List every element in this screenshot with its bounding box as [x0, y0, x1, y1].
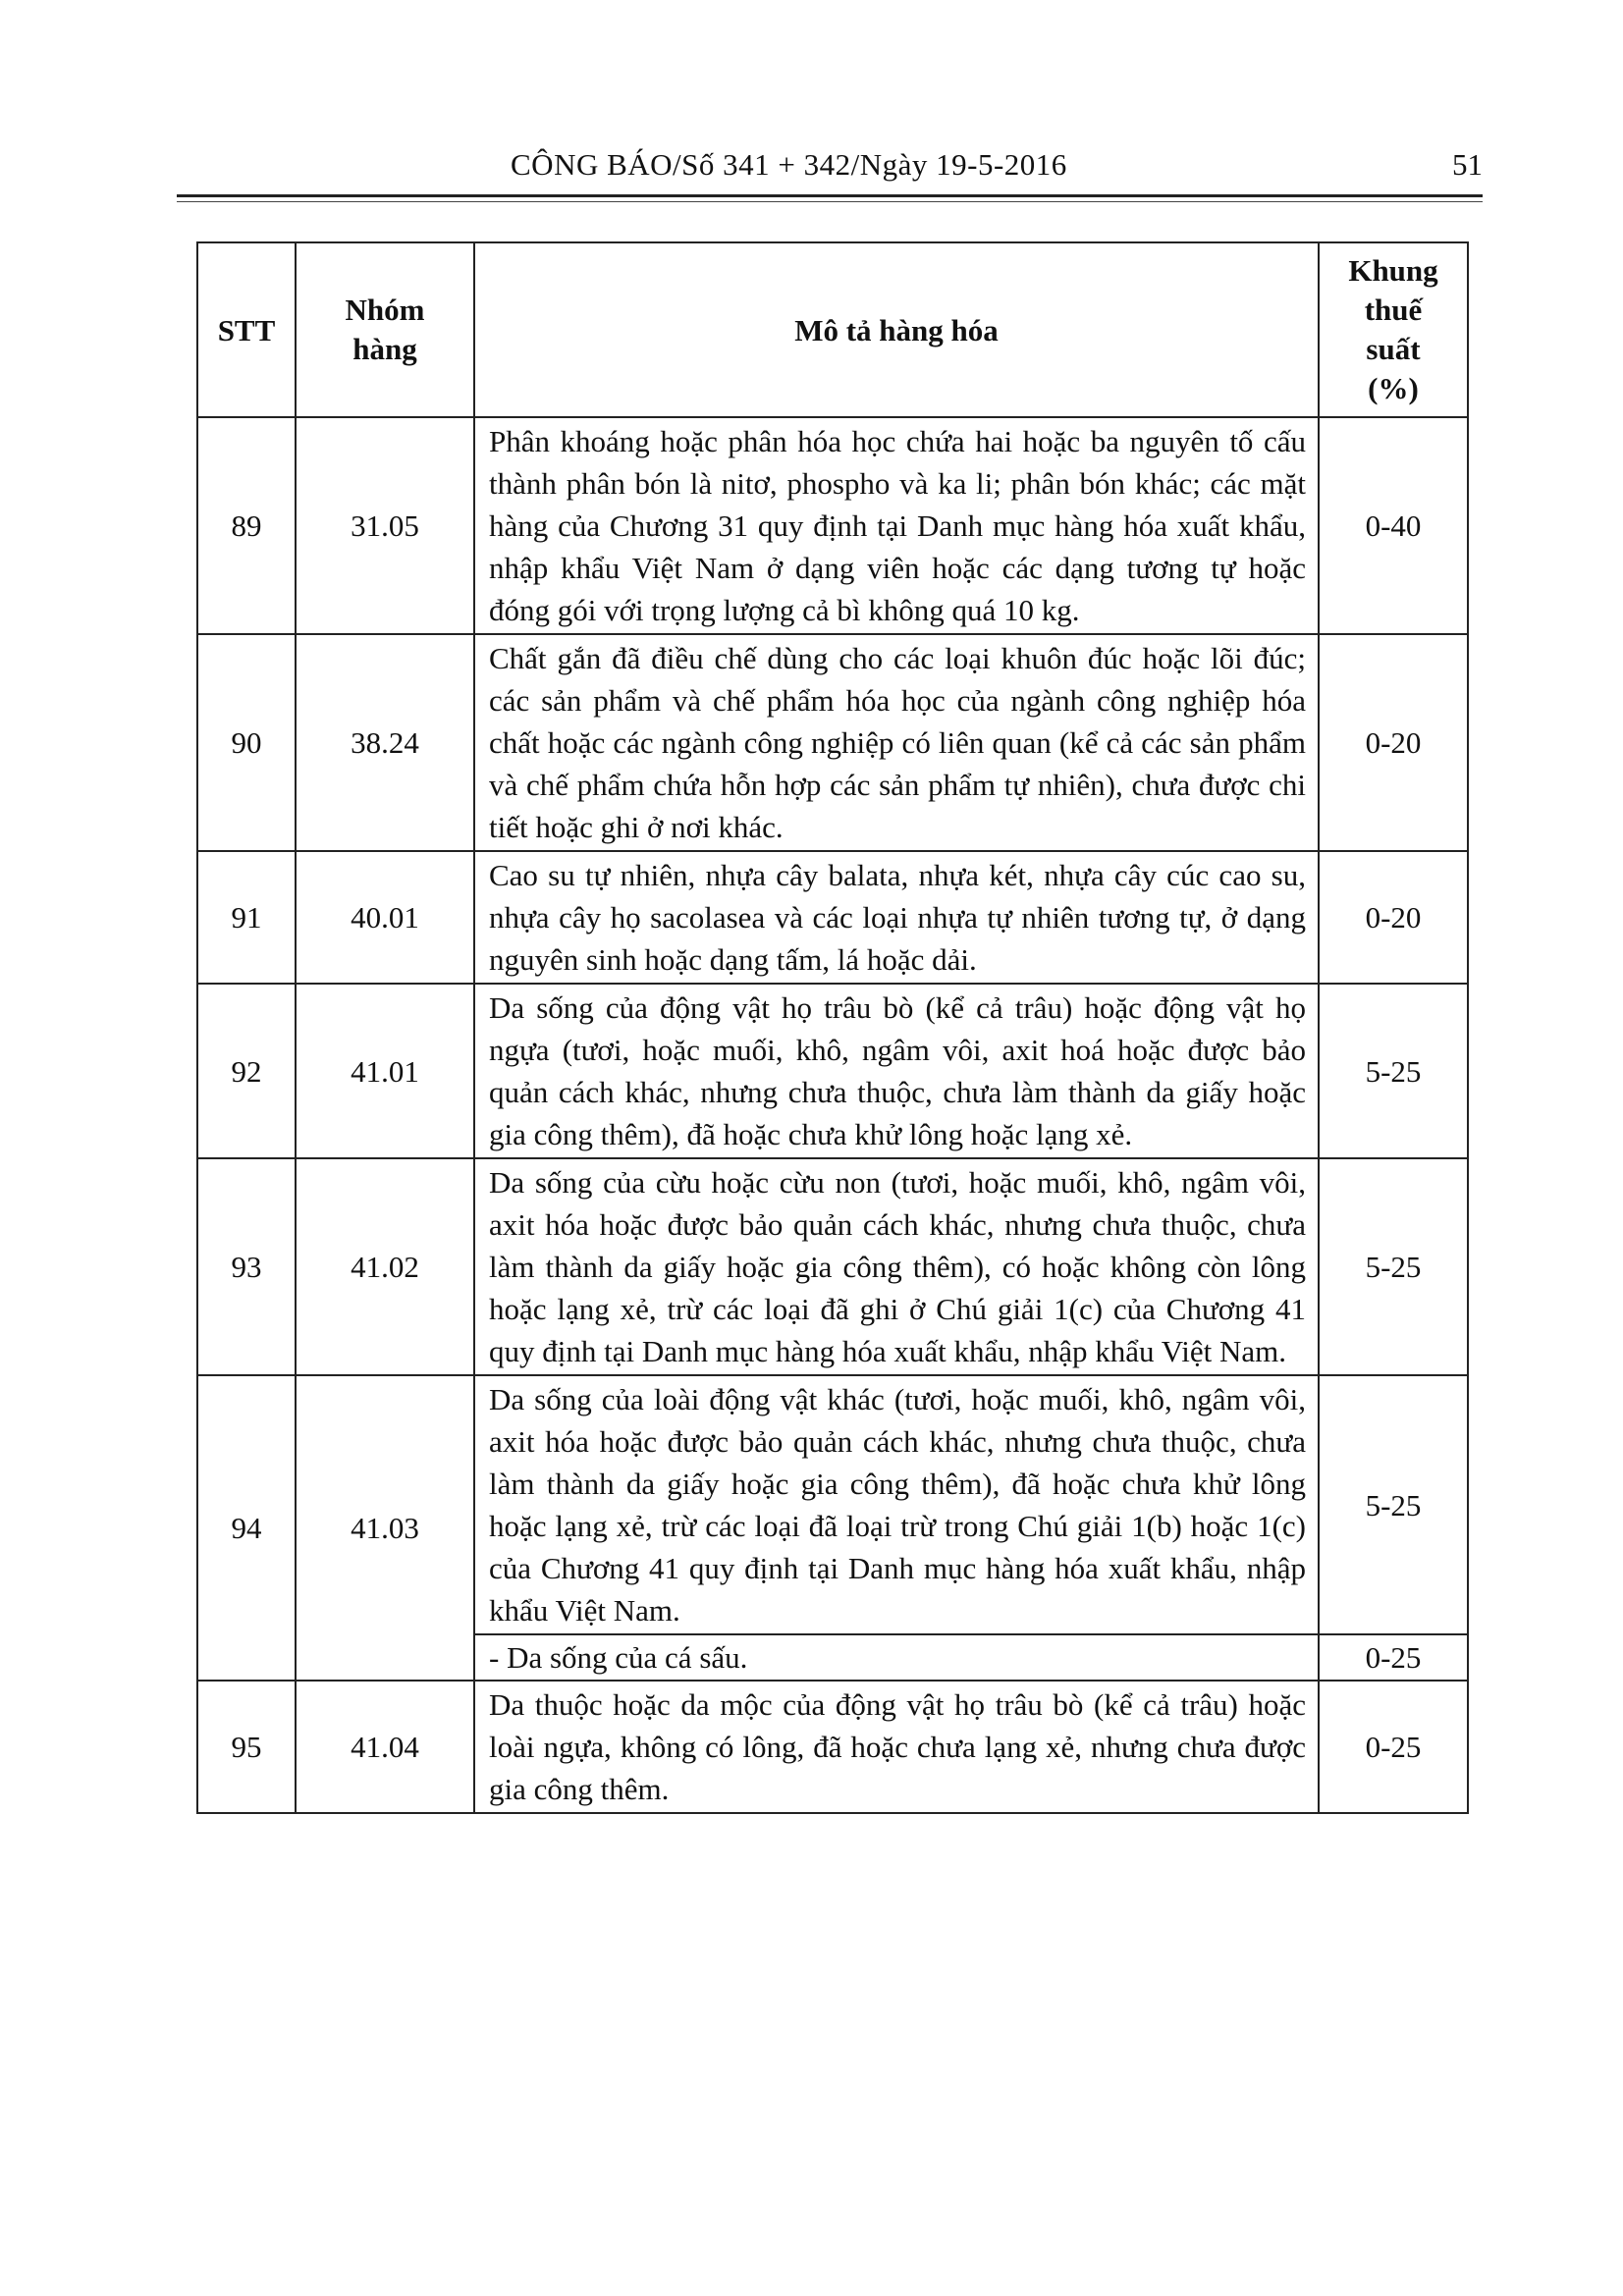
cell-description: Cao su tự nhiên, nhựa cây balata, nhựa két, nhựa cây cúc cao su, nhựa cây họ sacolasea và các loại nhựa tự nhiên tương tự, ở dạng nguyên sinh hoặc dạng tấm, lá hoặc dải. [474, 851, 1319, 984]
cell-stt: 95 [197, 1681, 296, 1813]
cell-rate: 5-25 [1319, 984, 1468, 1158]
cell-description: Da thuộc hoặc da mộc của động vật họ trâu bò (kể cả trâu) hoặc loài ngựa, không có lông, đã hoặc chưa lạng xẻ, nhưng chưa được gia công thêm. [474, 1681, 1319, 1813]
cell-description: Phân khoáng hoặc phân hóa học chứa hai hoặc ba nguyên tố cấu thành phân bón là nitơ, phospho và ka li; phân bón khác; các mặt hàng của Chương 31 quy định tại Danh mục hàng hóa xuất khẩu, nhập khẩu Việt Nam ở dạng viên hoặc các dạng tương tự hoặc đóng gói với trọng lượng cả bì không quá 10 kg. [474, 417, 1319, 634]
cell-group: 41.01 [296, 984, 474, 1158]
cell-group: 41.02 [296, 1158, 474, 1375]
cell-description: Da sống của động vật họ trâu bò (kể cả trâu) hoặc động vật họ ngựa (tươi, hoặc muối, khô, ngâm vôi, axit hoá hoặc được bảo quản cách khác, nhưng chưa thuộc, chưa làm thành da giấy hoặc gia công thêm), đã hoặc chưa khử lông hoặc lạng xẻ. [474, 984, 1319, 1158]
cell-rate: 0-40 [1319, 417, 1468, 634]
header-rate [1319, 242, 1468, 417]
cell-description: Chất gắn đã điều chế dùng cho các loại khuôn đúc hoặc lõi đúc; các sản phẩm và chế phẩm hóa học của ngành công nghiệp hóa chất hoặc các ngành công nghiệp có liên quan (kể cả các sản phẩm và chế phẩm chứa hỗn hợp các sản phẩm tự nhiên), chưa được chi tiết hoặc ghi ở nơi khác. [474, 634, 1319, 851]
cell-group: 40.01 [296, 851, 474, 984]
page-number: 51 [1452, 147, 1483, 182]
cell-rate: 0-20 [1319, 851, 1468, 984]
header-rule [177, 194, 1483, 197]
table-row [197, 1681, 1468, 1813]
cell-stt: 90 [197, 634, 296, 851]
tariff-table [196, 241, 1469, 1814]
header-description: Mô tả hàng hóa [474, 242, 1319, 417]
cell-group: 41.04 [296, 1681, 474, 1813]
page-header [177, 147, 1483, 187]
cell-group: 31.05 [296, 417, 474, 634]
table-row [197, 417, 1468, 634]
cell-stt: 89 [197, 417, 296, 634]
header-group-line1: Nhóm [345, 293, 425, 327]
cell-rate: 5-25 [1319, 1375, 1468, 1634]
cell-sub-rate: 0-25 [1319, 1634, 1468, 1681]
cell-rate: 0-25 [1319, 1681, 1468, 1813]
gazette-title: CÔNG BÁO/Số 341 + 342/Ngày 19-5-2016 [511, 147, 1067, 182]
header-rate-line4: (%) [1368, 371, 1419, 405]
cell-rate: 0-20 [1319, 634, 1468, 851]
table-row [197, 1375, 1468, 1634]
cell-group: 38.24 [296, 634, 474, 851]
cell-stt: 92 [197, 984, 296, 1158]
cell-sub-description: - Da sống của cá sấu. [474, 1634, 1319, 1681]
cell-description: Da sống của cừu hoặc cừu non (tươi, hoặc muối, khô, ngâm vôi, axit hóa hoặc được bảo quản cách khác, nhưng chưa thuộc, chưa làm thành da giấy hoặc gia công thêm), có hoặc không còn lông hoặc lạng xẻ, trừ các loại đã ghi ở Chú giải 1(c) của Chương 41 quy định tại Danh mục hàng hóa xuất khẩu, nhập khẩu Việt Nam. [474, 1158, 1319, 1375]
header-group [296, 242, 474, 417]
cell-stt: 93 [197, 1158, 296, 1375]
header-rate-line1: Khung [1348, 253, 1438, 288]
header-stt: STT [197, 242, 296, 417]
cell-rate: 5-25 [1319, 1158, 1468, 1375]
header-rule-thin [177, 201, 1483, 202]
table-row [197, 984, 1468, 1158]
header-rate-line2: thuế [1364, 293, 1423, 327]
table-row [197, 1158, 1468, 1375]
table-header-row [197, 242, 1468, 417]
header-group-line2: hàng [352, 332, 417, 366]
cell-stt: 94 [197, 1375, 296, 1681]
cell-stt: 91 [197, 851, 296, 984]
cell-group: 41.03 [296, 1375, 474, 1681]
table-row [197, 851, 1468, 984]
header-rate-line3: suất [1366, 332, 1421, 366]
table-row [197, 634, 1468, 851]
cell-description: Da sống của loài động vật khác (tươi, hoặc muối, khô, ngâm vôi, axit hóa hoặc được bảo quản cách khác, nhưng chưa thuộc, chưa làm thành da giấy hoặc gia công thêm), đã hoặc chưa khử lông hoặc lạng xẻ, trừ các loại đã loại trừ trong Chú giải 1(b) hoặc 1(c) của Chương 41 quy định tại Danh mục hàng hóa xuất khẩu, nhập khẩu Việt Nam. [474, 1375, 1319, 1634]
